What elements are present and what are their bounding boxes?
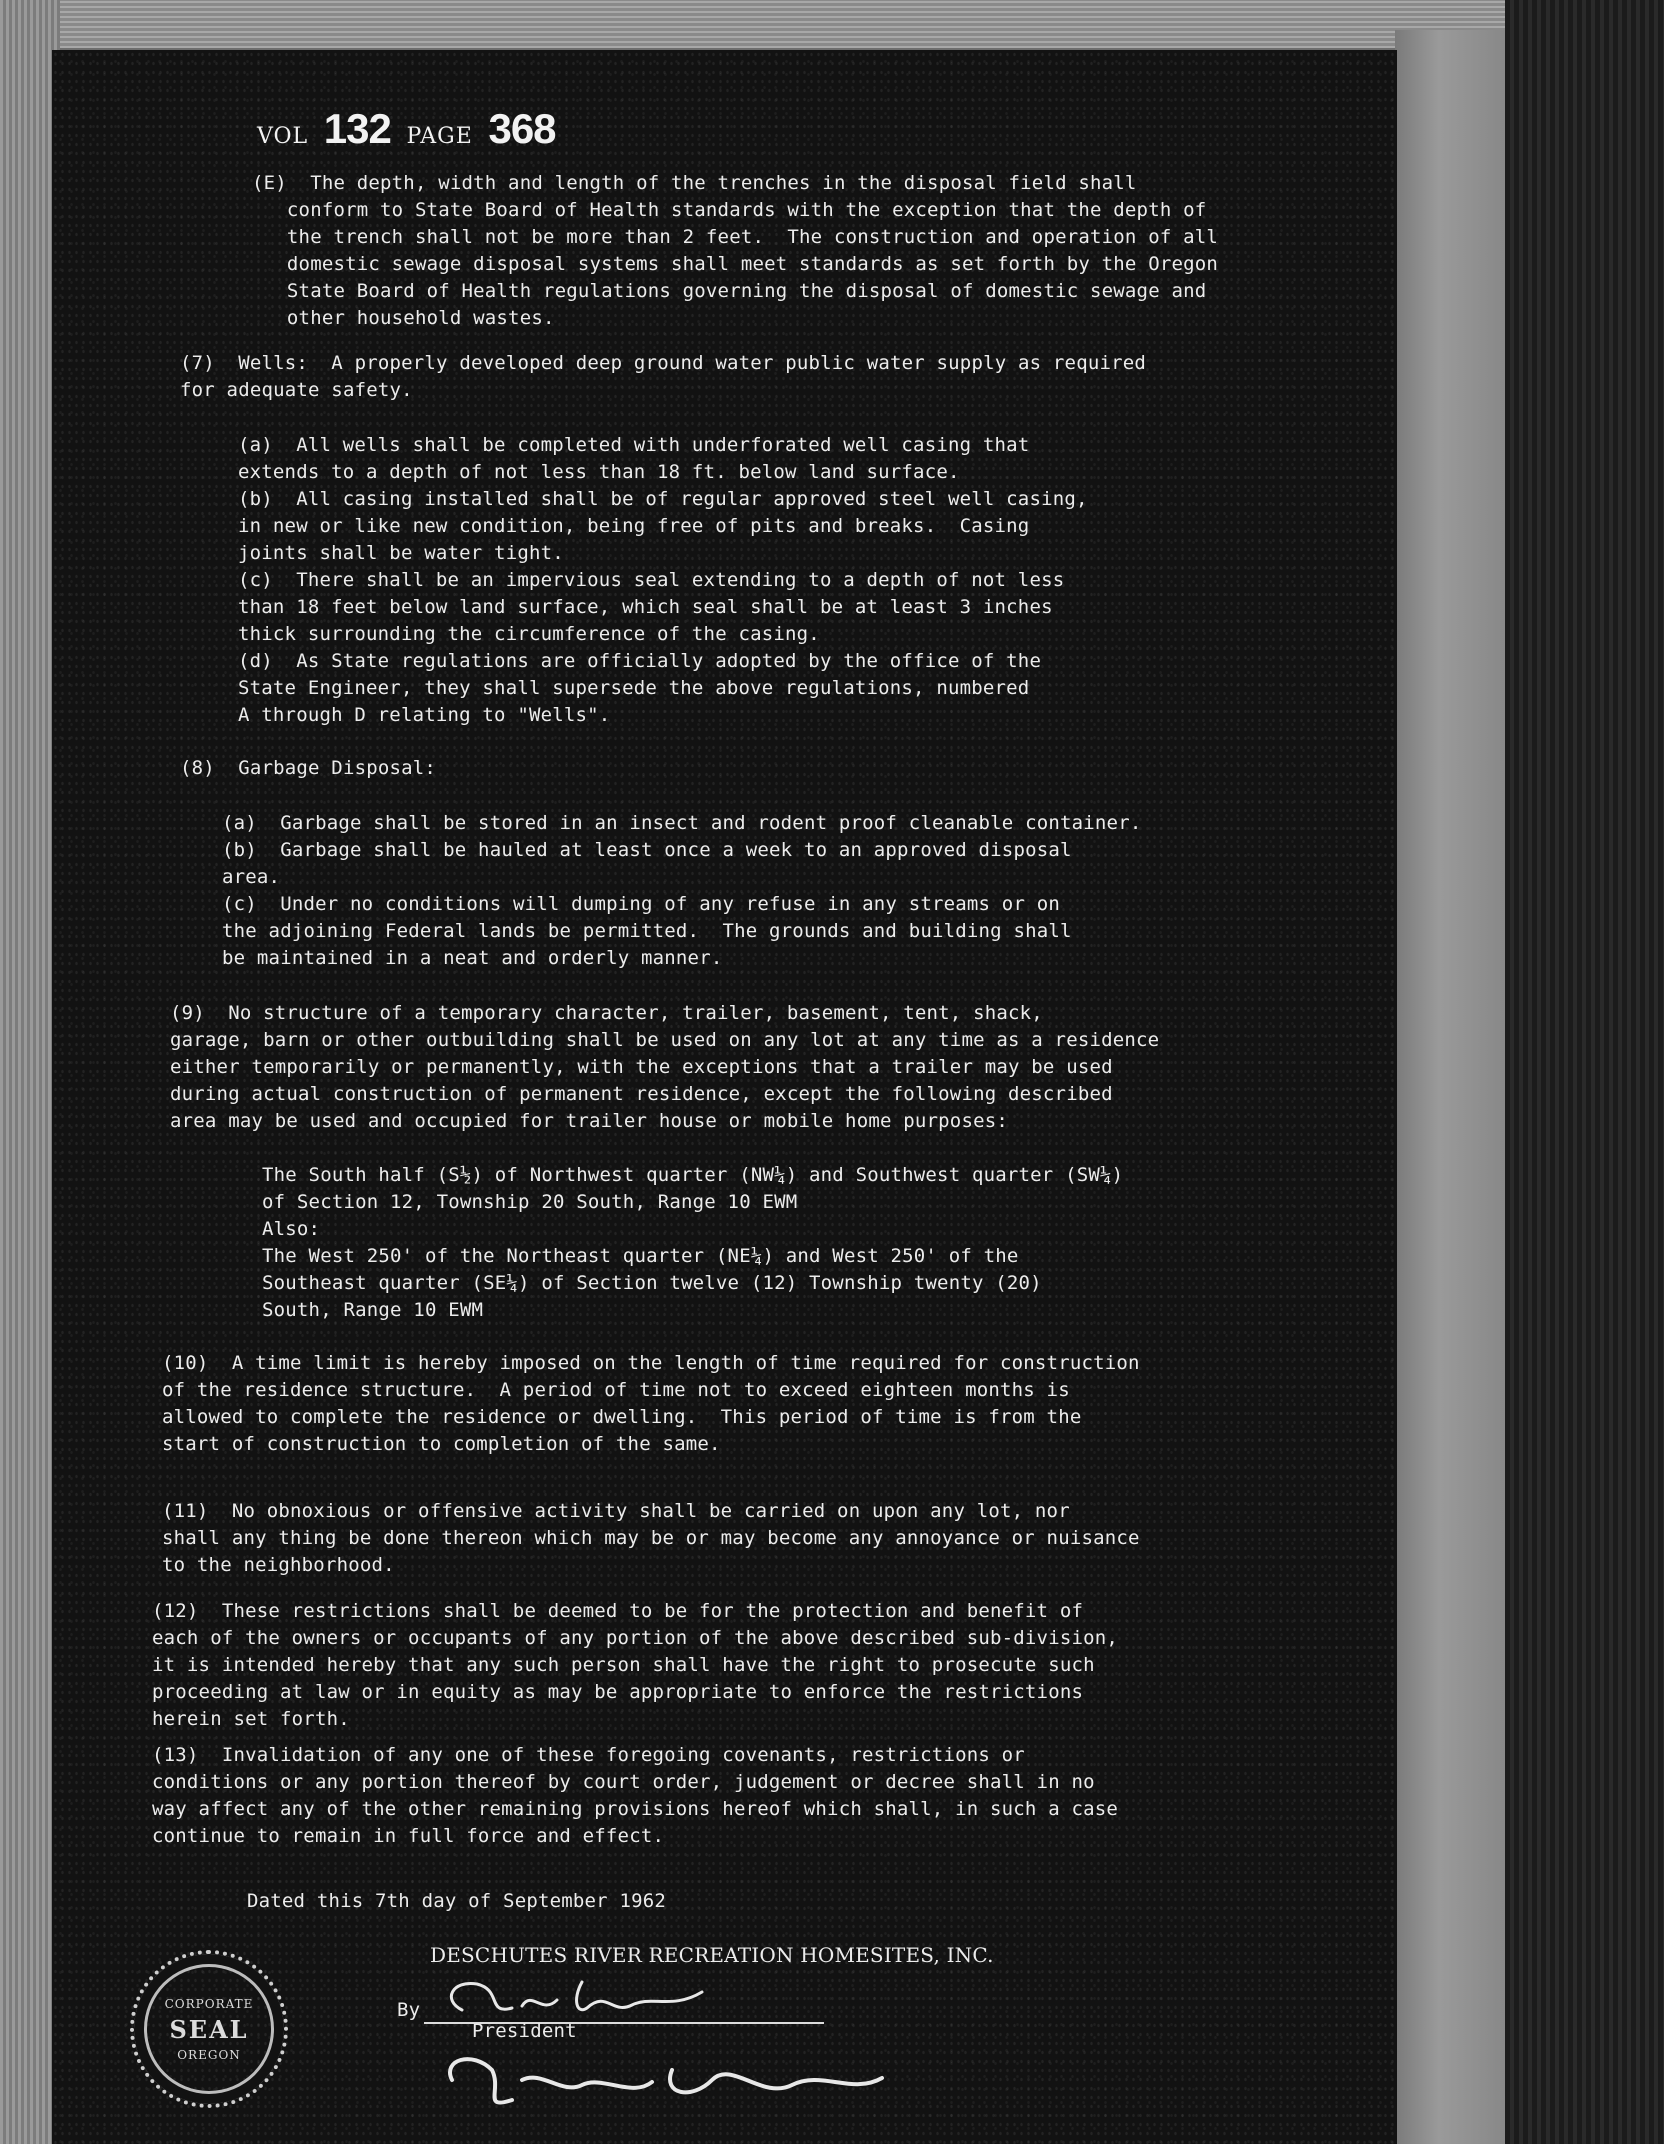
paragraph-10-time-limit: (10) A time limit is hereby imposed on the length of time required for construction of the residence structure. A period of time not to exceed eighteen months is allowed to complete the residence or dwelling. This period of time is from the start of construction to completion of the same. <box>162 1352 1140 1455</box>
volume-page-header <box>257 105 562 153</box>
page-label: PAGE <box>406 124 473 149</box>
vol-number: 132 <box>323 105 391 152</box>
scan-border-right <box>1505 0 1664 2144</box>
scan-border-left <box>0 0 60 2144</box>
president-signature <box>432 1970 732 2030</box>
president-label: President <box>472 2020 577 2042</box>
paragraph-8-subsections: (a) Garbage shall be stored in an insect and rodent proof cleanable container. (b) Garbage shall be hauled at least once a week to an approved disposal area. (c) Under no conditions will dumping of any refuse in any streams or on the adjoining Federal lands be permitted. The grounds and building shall be maintained in a neat and orderly manner. <box>222 812 1142 969</box>
paragraph-7-wells: (7) Wells: A properly developed deep ground water public water supply as required for adequate safety. <box>180 352 1147 401</box>
paragraph-9-legal-description: The South half (S½) of Northwest quarter (NW¼) and Southwest quarter (SW¼) of Section 12, Township 20 South, Range 10 EWM Also: The West 250' of the Northeast quarter (NE¼) and West 250' of the Southeast quarter (SE¼) of Section twelve (12) Township twenty (20) South, Range 10 EWM <box>262 1164 1124 1321</box>
vol-label: VOL <box>257 124 309 149</box>
paragraph-12-enforcement: (12) These restrictions shall be deemed to be for the protection and benefit of each of the owners or occupants of any portion of the above described sub-division, it is intended hereby that any such person shall have the right to prosecute such proceeding at law or in equity as may be appropriate to enforce the restrictions herein set forth. <box>152 1600 1119 1730</box>
seal-bottom-text: OREGON <box>177 2047 241 2062</box>
by-label: By <box>397 1999 421 2021</box>
paragraph-e-trenches: (E) The depth, width and length of the trenches in the disposal field shall conform to State Board of Health standards with the exception that the depth of the trench shall not be more than 2 feet. The construction and operation of all domestic sewage disposal systems shall meet standards as set forth by the Oregon State Board of Health regulations governing the disposal of domestic sewage and other household wastes. <box>252 172 1219 329</box>
paragraph-9-structures: (9) No structure of a temporary character, trailer, basement, tent, shack, garage, barn or other outbuilding shall be used on any lot at any time as a residence either temporarily or permanently, with the exceptions that a trailer may be used during actual construction of permanent residence, except the following described area may be used and occupied for trailer house or mobile home purposes: <box>170 1002 1160 1132</box>
paragraph-13-invalidation: (13) Invalidation of any one of these foregoing covenants, restrictions or conditions or any portion thereof by court order, judgement or decree shall in no way affect any of the other remaining provisions hereof which shall, in such a case continue to remain in full force and effect. <box>152 1744 1119 1847</box>
paragraph-7-subsections: (a) All wells shall be completed with underforated well casing that extends to a depth of not less than 18 ft. below land surface. (b) All casing installed shall be of regular approved steel well casing, in new or like new condition, being free of pits and breaks. Casing joints shall be water tight. (c) There shall be an impervious seal extending to a depth of not less than 18 feet below land surface, which seal shall be at least 3 inches thick surrounding the circumference of the casing. (d) As State regulations are officially adopted by the office of the State Engineer, they shall supersede the above regulations, numbered A through D relating to "Wells". <box>238 434 1088 726</box>
seal-center-text: SEAL <box>169 2014 249 2044</box>
paragraph-11-nuisance: (11) No obnoxious or offensive activity shall be carried on upon any lot, nor shall any thing be done thereon which may be or may become any annoyance or nuisance to the neighborhood. <box>162 1500 1140 1576</box>
dated-line: Dated this 7th day of September 1962 <box>247 1890 667 1912</box>
document-page <box>52 50 1397 2144</box>
corporate-seal <box>130 1950 288 2108</box>
paragraph-8-garbage: (8) Garbage Disposal: <box>180 757 437 779</box>
second-signature <box>432 2040 892 2120</box>
seal-top-text: CORPORATE <box>164 1996 254 2011</box>
page-number: 368 <box>488 105 556 152</box>
company-name: DESCHUTES RIVER RECREATION HOMESITES, INC. <box>430 1943 994 1967</box>
scan-binding-strip <box>1395 30 1505 2144</box>
